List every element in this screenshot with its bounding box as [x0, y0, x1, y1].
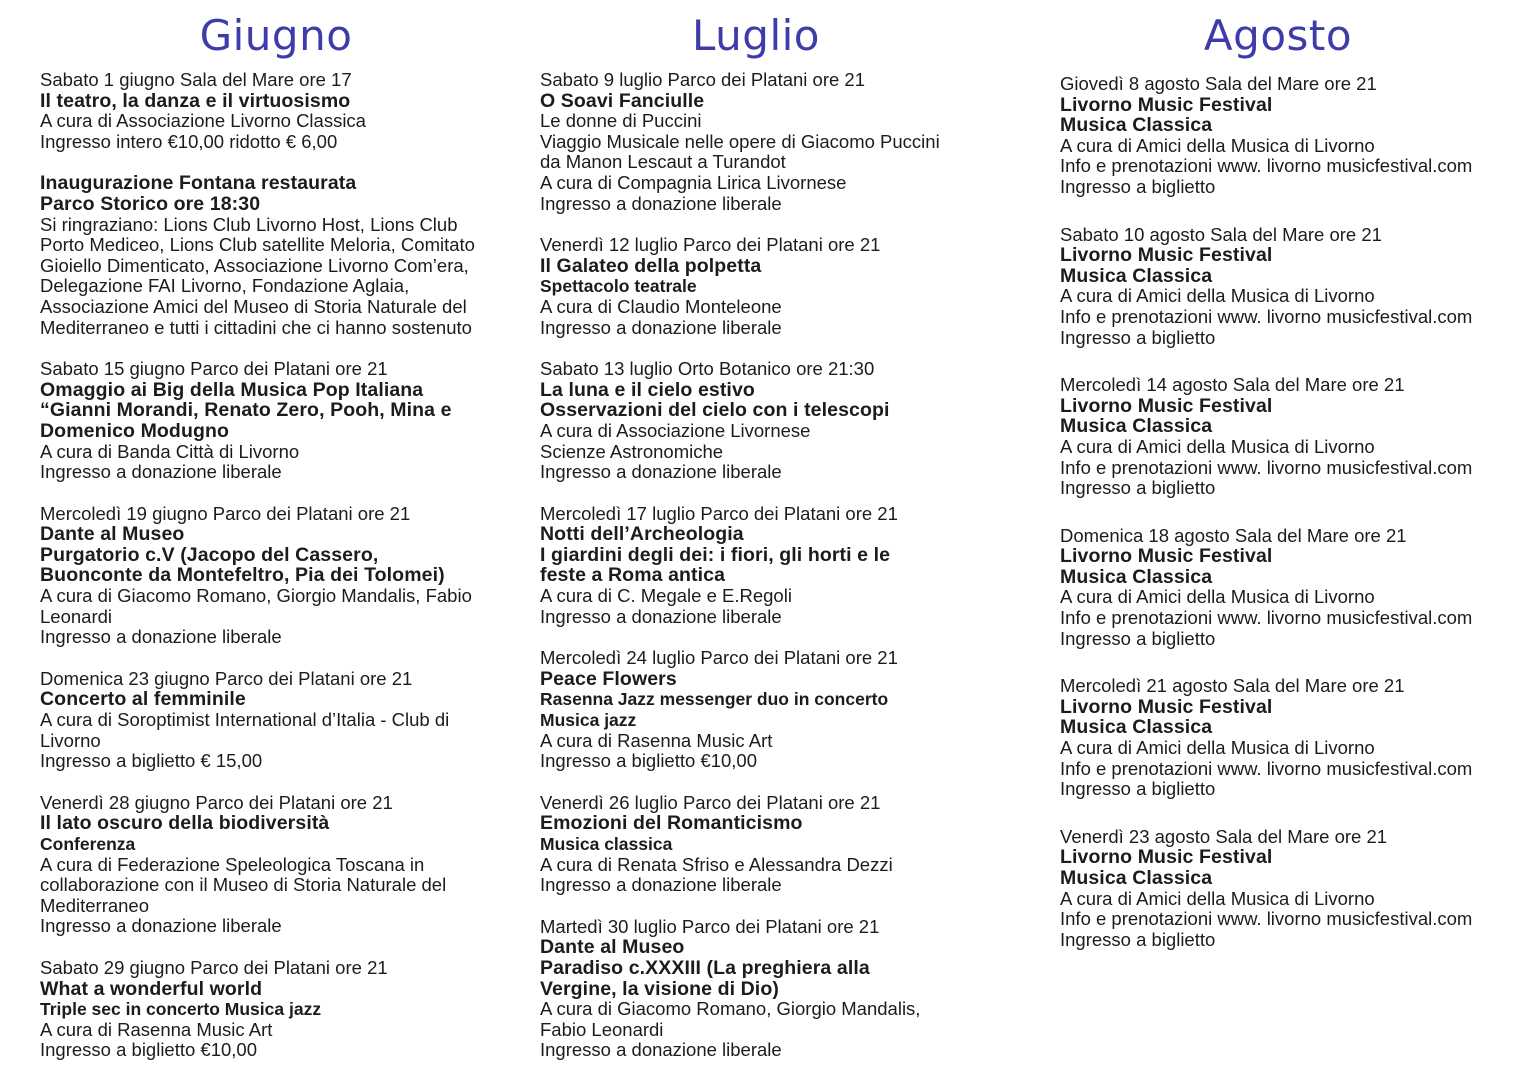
event-list	[540, 70, 972, 1061]
event-block	[540, 917, 972, 1061]
event-subtitle: Triple sec in concerto Musica jazz	[40, 999, 322, 1020]
event-detail: da Manon Lescaut a Turandot	[540, 151, 786, 173]
event-block	[540, 235, 972, 338]
event-detail: Porto Mediceo, Lions Club satellite Meloria, Comitato	[40, 234, 475, 256]
event-detail: A cura di Amici della Musica di Livorno	[1060, 285, 1375, 307]
event-detail: Si ringraziano: Lions Club Livorno Host, Lions Club	[40, 213, 458, 235]
event-block	[540, 359, 972, 483]
event-detail: Ingresso a biglietto	[1060, 477, 1216, 499]
event-detail: A cura di Giacomo Romano, Giorgio Mandalis, Fabio	[40, 585, 472, 607]
event-block	[40, 70, 512, 152]
event-detail: Mediterraneo e tutti i cittadini che ci hanno sostenuto	[40, 316, 472, 338]
event-detail: A cura di Claudio Monteleone	[540, 295, 782, 317]
event-detail: A cura di Amici della Musica di Livorno	[1060, 887, 1375, 909]
event-title: Concerto al femminile	[40, 688, 246, 711]
event-date: Domenica 23 giugno Parco dei Platani ore 21	[40, 667, 413, 689]
month-column-giugno	[40, 0, 512, 1082]
event-detail: Fabio Leonardi	[540, 1018, 664, 1040]
event-block	[1060, 225, 1496, 349]
event-date: Martedì 30 luglio Parco dei Platani ore 21	[540, 915, 880, 937]
event-date: Mercoledì 21 agosto Sala del Mare ore 21	[1060, 675, 1405, 697]
event-detail: Ingresso a biglietto €10,00	[40, 1039, 258, 1061]
event-title: feste a Roma antica	[540, 564, 726, 587]
event-date: Sabato 9 luglio Parco dei Platani ore 21	[540, 69, 865, 90]
event-title: Musica Classica	[1060, 114, 1213, 137]
event-detail: Viaggio Musicale nelle opere di Giacomo Puccini	[540, 130, 940, 152]
event-detail: A cura di Soroptimist International d’Italia - Club di	[40, 709, 450, 731]
event-title: La luna e il cielo estivo	[540, 378, 755, 401]
event-detail: Ingresso a donazione liberale	[540, 874, 782, 896]
event-detail: Info e prenotazioni www. livorno musicfestival.com	[1060, 456, 1473, 478]
event-detail: Ingresso a donazione liberale	[540, 1039, 782, 1061]
event-date: Mercoledì 24 luglio Parco dei Platani ore 21	[540, 647, 898, 669]
month-column-luglio	[540, 0, 972, 1082]
event-detail: A cura di Compagnia Lirica Livornese	[540, 171, 847, 193]
event-subtitle: Conferenza	[40, 834, 136, 854]
event-title: Musica Classica	[1060, 415, 1213, 438]
event-date: Venerdì 12 luglio Parco dei Platani ore 21	[540, 234, 881, 256]
event-date: Sabato 13 luglio Orto Botanico ore 21:30	[540, 358, 875, 380]
event-title: Livorno Music Festival	[1060, 545, 1273, 568]
event-block	[540, 648, 972, 772]
event-detail: A cura di Renata Sfriso e Alessandra Dezzi	[540, 853, 893, 875]
event-subtitle: Rasenna Jazz messenger duo in concerto	[540, 689, 889, 710]
event-detail: A cura di Amici della Musica di Livorno	[1060, 737, 1375, 759]
event-detail: Leonardi	[40, 605, 113, 627]
event-detail: A cura di Banda Città di Livorno	[40, 440, 300, 462]
event-title: Omaggio ai Big della Musica Pop Italiana	[40, 378, 424, 401]
event-detail: Ingresso a biglietto €10,00	[540, 750, 758, 772]
event-title: Musica Classica	[1060, 565, 1213, 588]
event-title: Livorno Music Festival	[1060, 846, 1273, 869]
event-title: Livorno Music Festival	[1060, 93, 1273, 116]
event-title: Domenico Modugno	[40, 419, 229, 442]
event-title: Il Galateo della polpetta	[540, 254, 762, 277]
event-block	[40, 359, 512, 483]
event-detail: Ingresso a donazione liberale	[540, 316, 782, 338]
event-block	[540, 504, 972, 628]
event-block	[40, 669, 512, 772]
event-date: Venerdì 26 luglio Parco dei Platani ore 21	[540, 791, 881, 813]
month-title: Luglio	[692, 11, 820, 60]
event-detail: Info e prenotazioni www. livorno musicfestival.com	[1060, 607, 1473, 629]
event-detail: Ingresso a donazione liberale	[540, 605, 782, 627]
event-detail: Ingresso a donazione liberale	[40, 626, 282, 648]
event-detail: Ingresso a donazione liberale	[540, 192, 782, 214]
event-title: Purgatorio c.V (Jacopo del Cassero,	[40, 543, 379, 566]
month-title: Agosto	[1203, 11, 1353, 60]
event-title: Paradiso c.XXXIII (La preghiera alla	[540, 956, 870, 979]
event-block	[1060, 526, 1496, 650]
event-detail: A cura di C. Megale e E.Regoli	[540, 585, 792, 607]
event-title: Emozioni del Romanticismo	[540, 812, 803, 835]
event-detail: A cura di Amici della Musica di Livorno	[1060, 586, 1375, 608]
event-detail: Ingresso a biglietto	[1060, 627, 1216, 649]
event-detail: Info e prenotazioni www. livorno musicfestival.com	[1060, 305, 1473, 327]
event-title: Musica Classica	[1060, 716, 1213, 739]
event-detail: Ingresso a donazione liberale	[40, 915, 282, 937]
event-date: Mercoledì 19 giugno Parco dei Platani ore 21	[40, 502, 411, 524]
event-subtitle: Musica classica	[540, 834, 673, 854]
event-detail: A cura di Rasenna Music Art	[540, 729, 773, 751]
event-detail: Info e prenotazioni www. livorno musicfestival.com	[1060, 908, 1473, 930]
event-date: Sabato 15 giugno Parco dei Platani ore 21	[40, 358, 388, 380]
event-detail: A cura di Rasenna Music Art	[40, 1018, 273, 1040]
event-detail: Info e prenotazioni www. livorno musicfestival.com	[1060, 155, 1473, 177]
event-date: Venerdì 23 agosto Sala del Mare ore 21	[1060, 825, 1388, 847]
event-title: Livorno Music Festival	[1060, 244, 1273, 267]
event-detail: Delegazione FAI Livorno, Fondazione Aglaia,	[40, 275, 410, 297]
event-detail: A cura di Associazione Livorno Classica	[40, 110, 366, 132]
event-title: I giardini degli dei: i fiori, gli horti e le	[540, 543, 891, 566]
event-title: Il lato oscuro della biodiversità	[40, 812, 330, 835]
event-block	[40, 173, 512, 338]
event-date: Sabato 10 agosto Sala del Mare ore 21	[1060, 223, 1382, 245]
event-date: Venerdì 28 giugno Parco dei Platani ore 21	[40, 791, 393, 813]
event-detail: Le donne di Puccini	[540, 110, 702, 132]
event-subtitle: Spettacolo teatrale	[540, 276, 697, 297]
event-block	[540, 70, 972, 214]
event-title: Buonconte da Montefeltro, Pia dei Tolomei)	[40, 564, 445, 587]
event-detail: Ingresso a donazione liberale	[540, 461, 782, 483]
event-title: Inaugurazione Fontana restaurata	[40, 172, 357, 195]
event-list	[40, 70, 512, 1061]
event-title: Livorno Music Festival	[1060, 695, 1273, 718]
event-date: Sabato 1 giugno Sala del Mare ore 17	[40, 69, 352, 90]
event-block	[1060, 375, 1496, 499]
event-detail: Ingresso intero €10,00 ridotto € 6,00	[40, 130, 338, 152]
event-detail: collaborazione con il Museo di Storia Naturale del	[40, 874, 447, 896]
event-block	[40, 504, 512, 648]
event-title: Notti dell’Archeologia	[540, 523, 744, 546]
event-detail: A cura di Federazione Speleologica Toscana in	[40, 853, 425, 875]
event-date: Mercoledì 14 agosto Sala del Mare ore 21	[1060, 374, 1405, 396]
event-detail: Ingresso a biglietto	[1060, 928, 1216, 950]
event-block	[540, 793, 972, 896]
event-list	[1060, 74, 1496, 950]
event-date: Domenica 18 agosto Sala del Mare ore 21	[1060, 524, 1407, 546]
event-detail: Ingresso a biglietto € 15,00	[40, 750, 263, 772]
event-detail: Ingresso a biglietto	[1060, 326, 1216, 348]
event-title: O Soavi Fanciulle	[540, 89, 705, 112]
event-detail: Ingresso a biglietto	[1060, 175, 1216, 197]
event-title: Vergine, la visione di Dio)	[540, 977, 779, 1000]
event-title: What a wonderful world	[40, 977, 263, 1000]
event-detail: Livorno	[40, 729, 101, 751]
event-detail: A cura di Amici della Musica di Livorno	[1060, 134, 1375, 156]
month-column-agosto	[1060, 0, 1496, 977]
event-title: Parco Storico ore 18:30	[40, 192, 261, 215]
event-date: Mercoledì 17 luglio Parco dei Platani ore 21	[540, 502, 898, 524]
event-detail: Ingresso a donazione liberale	[40, 461, 282, 483]
event-detail: Scienze Astronomiche	[540, 440, 724, 462]
event-date: Sabato 29 giugno Parco dei Platani ore 21	[40, 956, 388, 978]
event-title: Musica Classica	[1060, 264, 1213, 287]
event-subtitle: Musica jazz	[540, 710, 637, 731]
event-detail: A cura di Associazione Livornese	[540, 419, 811, 441]
event-detail: A cura di Amici della Musica di Livorno	[1060, 435, 1375, 457]
event-date: Giovedì 8 agosto Sala del Mare ore 21	[1060, 73, 1377, 94]
event-detail: Gioiello Dimenticato, Associazione Livorno Com’era,	[40, 254, 469, 276]
event-block	[1060, 74, 1496, 198]
month-title: Giugno	[199, 11, 353, 60]
event-title: Peace Flowers	[540, 667, 677, 690]
event-title: Musica Classica	[1060, 867, 1213, 889]
event-block	[40, 793, 512, 937]
event-title: “Gianni Morandi, Renato Zero, Pooh, Mina e	[40, 399, 452, 422]
event-detail: A cura di Giacomo Romano, Giorgio Mandalis,	[540, 998, 921, 1020]
event-block	[40, 958, 512, 1061]
event-detail: Ingresso a biglietto	[1060, 778, 1216, 800]
event-title: Livorno Music Festival	[1060, 394, 1273, 417]
event-detail: Mediterraneo	[40, 894, 150, 916]
event-block	[1060, 676, 1496, 800]
event-detail: Info e prenotazioni www. livorno musicfestival.com	[1060, 757, 1473, 779]
event-title: Il teatro, la danza e il virtuosismo	[40, 89, 351, 112]
event-detail: Associazione Amici del Museo di Storia Naturale del	[40, 295, 467, 317]
event-title: Osservazioni del cielo con i telescopi	[540, 399, 890, 422]
event-title: Dante al Museo	[40, 523, 185, 546]
event-title: Dante al Museo	[540, 936, 685, 959]
event-block	[1060, 827, 1496, 951]
